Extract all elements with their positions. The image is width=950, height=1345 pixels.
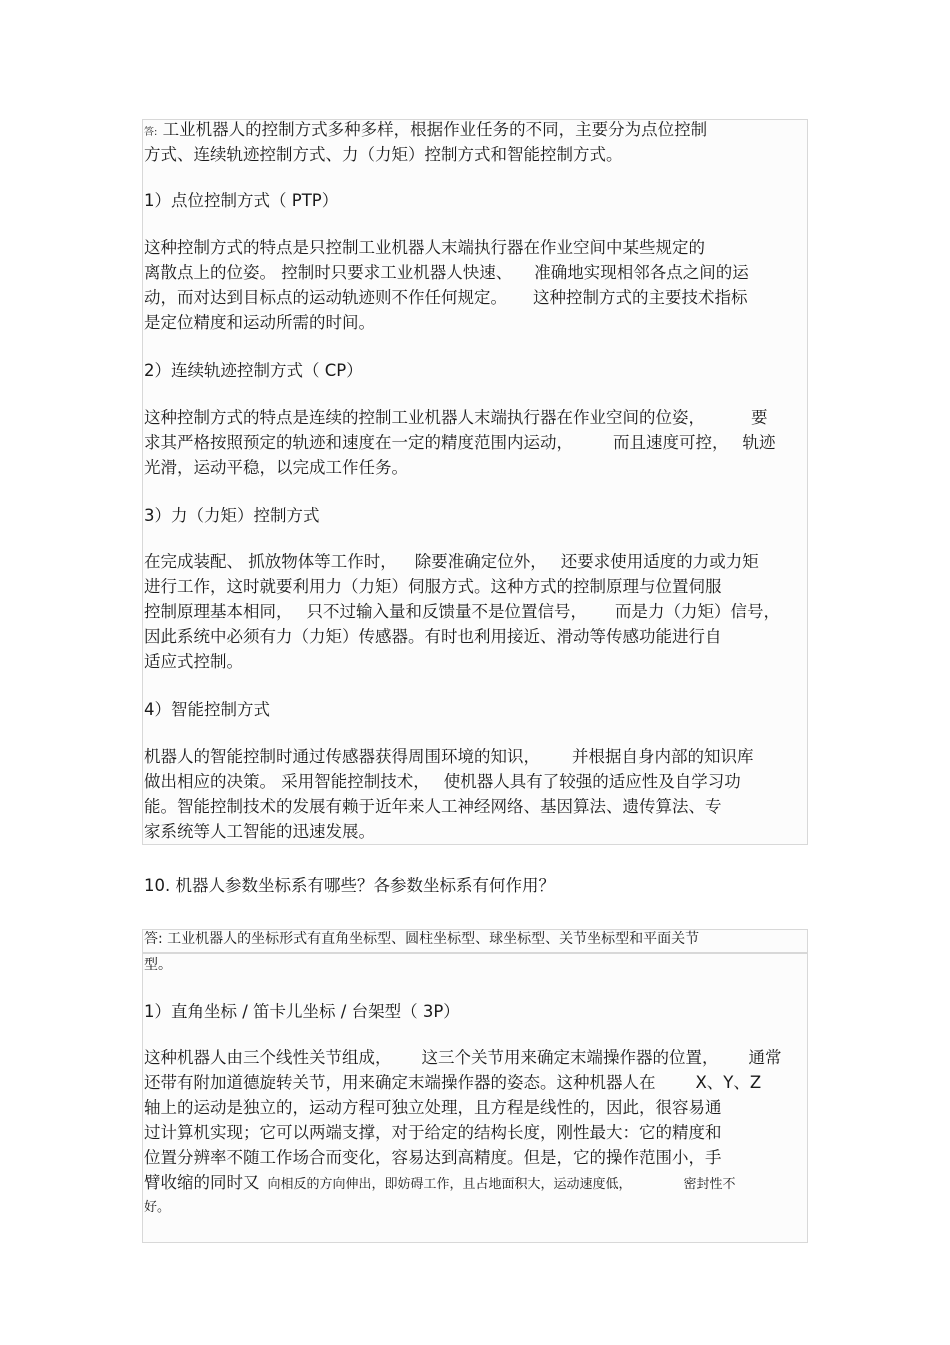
paragraph-line: 位置分辨率不随工作场合而变化，容易达到高精度。但是，它的操作范围小，手 — [144, 1148, 722, 1167]
paragraph-line: 求其严格按照预定的轨迹和速度在一定的精度范围内运动， 而且速度可控， 轨迹 — [144, 433, 776, 452]
section-heading-cp: 2）连续轨迹控制方式（ CP） — [144, 361, 363, 380]
paragraph-line: 适应式控制。 — [144, 652, 243, 671]
paragraph-line: 控制原理基本相同， 只不过输入量和反馈量不是位置信号， 而是力（力矩）信号， — [144, 602, 780, 621]
paragraph-line: 臂收缩的同时又 向相反的方向伸出，即妨碍工作，且占地面积大，运动速度低， 密封性不 — [144, 1173, 736, 1192]
paragraph-line: 是定位精度和运动所需的时间。 — [144, 313, 375, 332]
paragraph-line: 因此系统中必须有力（力矩）传感器。有时也利用接近、滑动等传感功能进行自 — [144, 627, 722, 646]
section-heading-force: 3）力（力矩）控制方式 — [144, 506, 320, 525]
paragraph-line: 光滑，运动平稳，以完成工作任务。 — [144, 458, 408, 477]
paragraph-line: 做出相应的决策。 采用智能控制技术， 使机器人具有了较强的适应性及自学习功 — [144, 772, 741, 791]
answer-prefix: 答: — [144, 127, 158, 138]
paragraph-line: 还带有附加道德旋转关节，用来确定末端操作器的姿态。这种机器人在 X、Y、Z — [144, 1073, 762, 1092]
paragraph-line: 离散点上的位姿。 控制时只要求工业机器人快速、 准确地实现相邻各点之间的运 — [144, 263, 749, 282]
answer-box-1 — [142, 119, 808, 845]
paragraph-line: 进行工作，这时就要利用力（力矩）伺服方式。这种方式的控制原理与位置伺服 — [144, 577, 722, 596]
answer1-intro-line1: 答: 工业机器人的控制方式多种多样，根据作业任务的不同，主要分为点位控制 — [144, 120, 708, 139]
paragraph-line: 好。 — [144, 1200, 171, 1215]
paragraph-line: 这种控制方式的特点是只控制工业机器人末端执行器在作业空间中某些规定的 — [144, 238, 705, 257]
answer2-intro-line1: 答: 工业机器人的坐标形式有直角坐标型、圆柱坐标型、球坐标型、关节坐标型和平面关节 — [144, 931, 700, 947]
section-heading-intelligent: 4）智能控制方式 — [144, 700, 270, 719]
answer2-intro-line2: 型。 — [144, 957, 172, 973]
section-heading-cartesian: 1）直角坐标 / 笛卡儿坐标 / 台架型（ 3P） — [144, 1002, 460, 1021]
paragraph-line: 过计算机实现；它可以两端支撑，对于给定的结构长度，刚性最大：它的精度和 — [144, 1123, 722, 1142]
paragraph-line: 机器人的智能控制时通过传感器获得周围环境的知识， 并根据自身内部的知识库 — [144, 747, 754, 766]
paragraph-line: 这种控制方式的特点是连续的控制工业机器人末端执行器在作业空间的位姿， 要 — [144, 408, 768, 427]
answer1-intro-line2: 方式、连续轨迹控制方式、力（力矩）控制方式和智能控制方式。 — [144, 145, 623, 164]
paragraph-line: 这种机器人由三个线性关节组成， 这三个关节用来确定末端操作器的位置， 通常 — [144, 1048, 782, 1067]
paragraph-line: 在完成装配、 抓放物体等工作时， 除要准确定位外， 还要求使用适度的力或力矩 — [144, 552, 759, 571]
paragraph-line: 动，而对达到目标点的运动轨迹则不作任何规定。 这种控制方式的主要技术指标 — [144, 288, 748, 307]
paragraph-line: 轴上的运动是独立的，运动方程可独立处理，且方程是线性的，因此，很容易通 — [144, 1098, 722, 1117]
paragraph-line: 能。智能控制技术的发展有赖于近年来人工神经网络、基因算法、遗传算法、专 — [144, 797, 722, 816]
question-10: 10. 机器人参数坐标系有哪些？各参数坐标系有何作用？ — [144, 876, 555, 895]
paragraph-line: 家系统等人工智能的迅速发展。 — [144, 822, 375, 841]
section-heading-ptp: 1）点位控制方式（ PTP） — [144, 191, 339, 210]
